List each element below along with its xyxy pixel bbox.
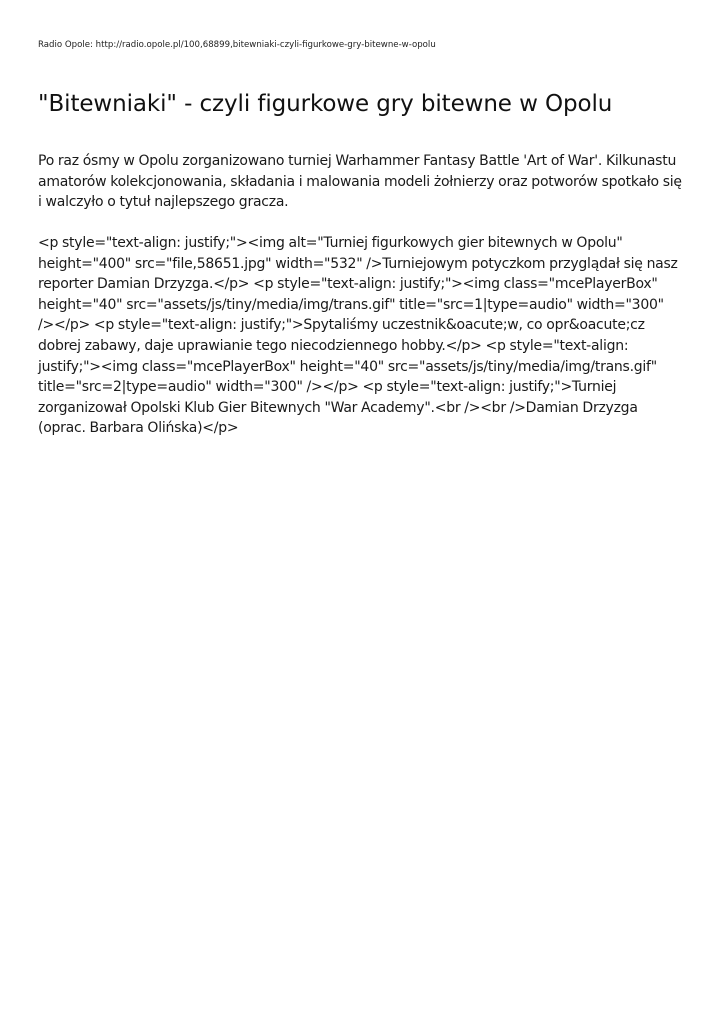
article-title: "Bitewniaki" - czyli figurkowe gry bitewne w Opolu (38, 91, 613, 117)
source-url[interactable]: http://radio.opole.pl/100,68899,bitewniaki-czyli-figurkowe-gry-bitewne-w-opolu (95, 40, 436, 50)
article-lead: Po raz ósmy w Opolu zorganizowano turniej Warhammer Fantasy Battle 'Art of War'. Kilkunastu amatorów kolekcjonowania, składania i malowania modeli żołnierzy oraz potworów spotkało się i walczyło o tytuł najlepszego gracza. (38, 153, 682, 211)
source-label: Radio Opole: (38, 40, 93, 50)
article-body-raw-html: <p style="text-align: justify;"><img alt="Turniej figurkowych gier bitewnych w Opolu" height="400" src="file,58651.jpg" width="532" />Turniejowym potyczkom przyglądał się nasz reporter Damian Drzyzga.</p> <p style="text-align: justify;"><img class="mcePlayerBox" height="40" src="assets/js/tiny/media/img/trans.gif" title="src=1|type=audio" width="300" /></p> <p style="text-align: justify;">Spytaliśmy uczestnik&oacute;w, co opr&oacute;cz dobrej zabawy, daje uprawianie tego niecodziennego hobby.</p> <p style="text-align: justify;"><img class="mcePlayerBox" height="40" src="assets/js/tiny/media/img/trans.gif" title="src=2|type=audio" width="300" /></p> <p style="text-align: justify;">Turniej zorganizował Opolski Klub Gier Bitewnych "War Academy".<br /><br />Damian Drzyzga (oprac. Barbara Olińska)</p> (38, 235, 678, 437)
source-line (38, 39, 436, 51)
